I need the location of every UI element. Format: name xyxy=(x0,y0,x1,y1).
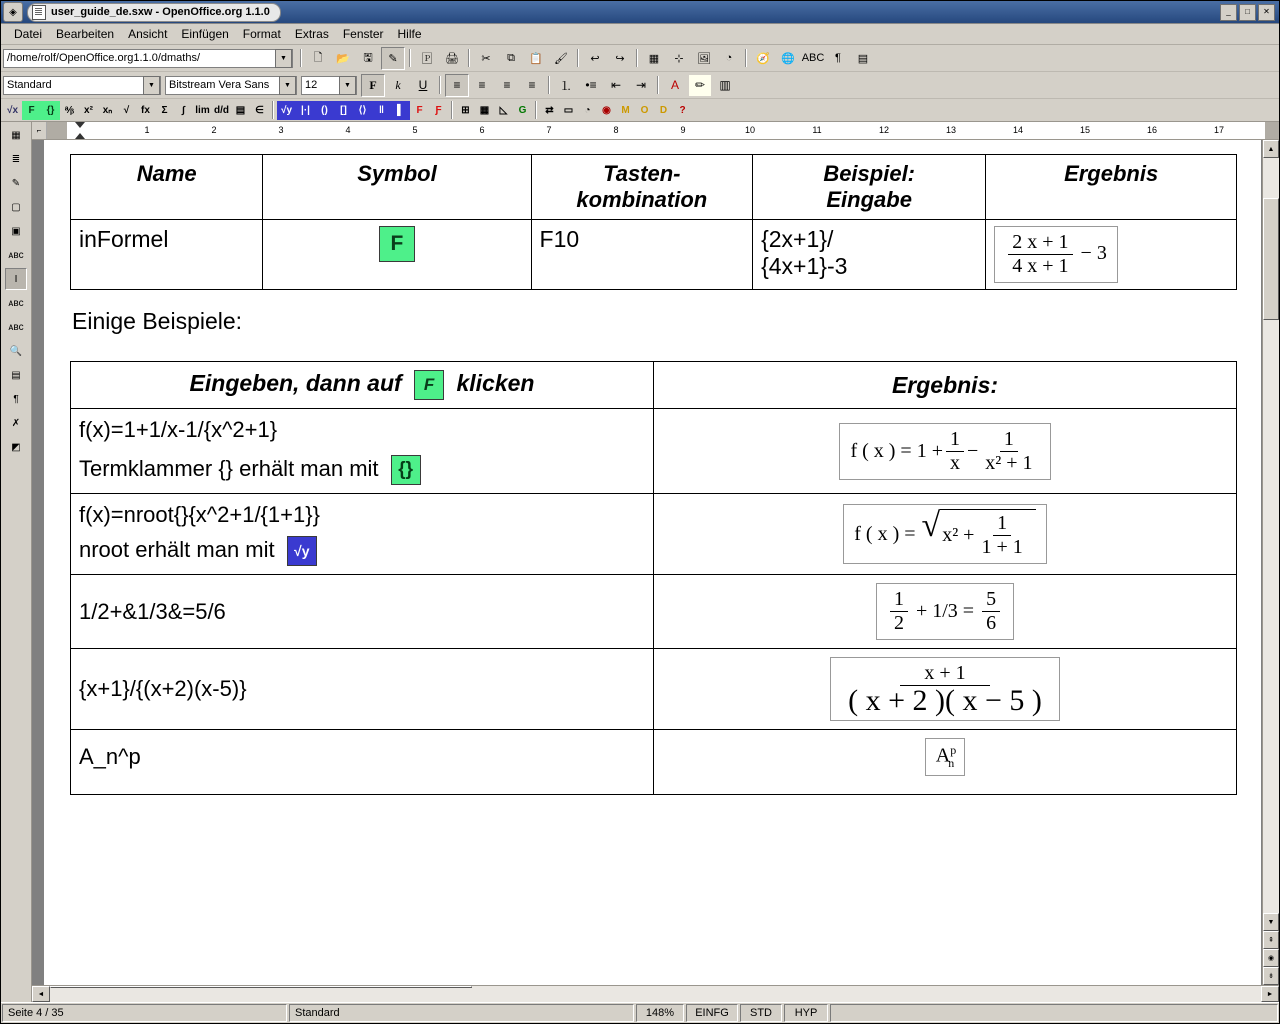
table-math-icon[interactable]: ⊞ xyxy=(461,104,470,116)
insert-object-icon[interactable]: ▣ xyxy=(11,225,21,237)
abs-icon[interactable]: |·| xyxy=(296,101,315,120)
ruler-tick: 2 xyxy=(211,125,217,135)
online-layout-icon[interactable]: ▤ xyxy=(857,52,869,65)
undo-icon[interactable]: ↩ xyxy=(590,52,600,65)
spelling-icon[interactable]: ABC xyxy=(801,52,825,64)
formula-row xyxy=(850,428,1039,475)
cell-symbol xyxy=(263,220,531,290)
result-formula xyxy=(994,226,1118,283)
open-icon[interactable]: 📂 xyxy=(336,52,350,65)
nonprinting-chars-icon[interactable]: ¶ xyxy=(835,52,841,64)
edit-file-icon[interactable]: ✎ xyxy=(381,47,405,70)
ruler-tick: 1 xyxy=(144,125,150,135)
bracket-icon[interactable]: [] xyxy=(334,101,353,120)
insert-table-icon[interactable]: ▦ xyxy=(11,129,21,141)
document-page[interactable] xyxy=(32,140,1262,985)
clone-formatting-icon[interactable]: 🖌 xyxy=(554,52,568,65)
chevron-down-icon[interactable]: ▼ xyxy=(143,76,160,95)
formula-f-icon[interactable]: F xyxy=(22,101,41,120)
menu-item-extras[interactable]: Extras xyxy=(294,27,329,41)
spellcheck-auto-icon[interactable]: ᴀʙᴄ xyxy=(8,249,24,261)
export-pdf-icon[interactable]: 🄿 xyxy=(421,53,433,65)
input-line2 xyxy=(79,536,645,566)
ruler-tick: 16 xyxy=(1146,125,1158,135)
menu-item-hilfe[interactable]: Hilfe xyxy=(397,27,422,41)
fraction-denominator: 2 xyxy=(893,612,904,634)
horizontal-scroll-thumb[interactable] xyxy=(50,986,472,988)
fraction-denominator: 1 + 1 xyxy=(981,536,1023,558)
paren-icon[interactable]: () xyxy=(315,101,334,120)
vertical-scroll-track[interactable] xyxy=(1263,158,1279,913)
fraction xyxy=(844,662,1046,716)
window-menu-button[interactable] xyxy=(3,2,23,22)
result-formula xyxy=(925,738,965,776)
ruler-tick: 15 xyxy=(1079,125,1091,135)
radicand-lhs: x² + xyxy=(942,524,975,546)
align-center-icon[interactable]: ≡ xyxy=(470,74,494,97)
status-bar xyxy=(1,1002,1279,1023)
menu-item-ansicht[interactable]: Ansicht xyxy=(128,27,168,41)
col-header-result: Ergebnis xyxy=(986,155,1237,220)
find-replace-icon[interactable]: 🔍 xyxy=(9,345,23,357)
root-icon: √y xyxy=(287,536,317,566)
minimize-button[interactable]: _ xyxy=(1220,4,1237,21)
print-icon[interactable]: 🖨 xyxy=(445,52,459,65)
result-formula xyxy=(830,657,1060,721)
examples-col-header-result: Ergebnis: xyxy=(654,362,1237,409)
result-formula xyxy=(839,423,1050,480)
fraction-denominator: 4 x + 1 xyxy=(1012,255,1069,277)
window-title xyxy=(27,3,281,22)
fraction-denominator: 6 xyxy=(986,612,997,634)
table-row xyxy=(71,730,1237,795)
table-row xyxy=(71,409,1237,494)
denominator-right-factor: ( x − 5 ) xyxy=(945,684,1042,717)
horizontal-scrollbar[interactable] xyxy=(32,985,1279,1002)
document-path-combo[interactable] xyxy=(3,49,293,68)
mode-d-icon[interactable]: D xyxy=(659,104,668,116)
window-menu-icon: ◈ xyxy=(9,6,17,18)
fraction xyxy=(982,588,1000,635)
bold-button[interactable] xyxy=(361,74,385,97)
fraction-denominator: x² + 1 xyxy=(985,451,1033,474)
cell-result xyxy=(654,730,1237,795)
chevron-down-icon[interactable]: ▼ xyxy=(279,76,296,95)
help-icon[interactable]: ? xyxy=(679,104,686,116)
input-line1: f(x)=1+1/x-1/{x^2+1} xyxy=(79,417,278,442)
result-tail: − 3 xyxy=(1080,242,1107,265)
horizontal-ruler[interactable] xyxy=(32,122,1279,140)
close-button[interactable]: ✕ xyxy=(1258,4,1275,21)
dmaths-icon[interactable]: √x xyxy=(6,104,19,116)
braces-icon[interactable]: {} xyxy=(41,101,60,120)
ruler-tick: 12 xyxy=(878,125,890,135)
maximize-button[interactable]: □ xyxy=(1239,4,1256,21)
shape-icon[interactable]: ▭ xyxy=(563,104,574,116)
fraction-icon[interactable]: ᵃ⁄ᵦ xyxy=(64,104,75,116)
bullet-list-icon[interactable]: •≡ xyxy=(579,74,603,97)
sqrt-icon[interactable]: √ xyxy=(123,104,130,116)
italic-label: k xyxy=(395,77,401,92)
function-icon[interactable]: fx xyxy=(141,104,150,116)
ruler-tick: 5 xyxy=(412,125,418,135)
insert-table-icon[interactable]: ▦ xyxy=(648,52,660,65)
fraction-denominator: x xyxy=(949,451,960,474)
table-row xyxy=(71,220,1237,290)
fraction xyxy=(977,512,1026,559)
menu-item-bearbeiten[interactable]: Bearbeiten xyxy=(56,27,115,41)
ruler-tick: 13 xyxy=(945,125,957,135)
increase-indent-icon[interactable]: ⇥ xyxy=(629,74,653,97)
vertical-scroll-thumb[interactable] xyxy=(1263,198,1279,320)
status-selection-mode[interactable]: STD xyxy=(740,1004,782,1022)
navigator-icon[interactable]: 🧭 xyxy=(756,52,770,65)
table-row xyxy=(71,649,1237,730)
paste-icon[interactable]: 📋 xyxy=(529,52,543,65)
bold-label: F xyxy=(369,77,377,92)
cell-input: 1/2+&1/3&=5/6 xyxy=(71,575,654,649)
binom-icon[interactable]: ‖ xyxy=(372,101,391,120)
result-formula xyxy=(876,583,1014,640)
status-style[interactable]: Standard xyxy=(289,1004,634,1022)
set-icon[interactable]: ∈ xyxy=(255,104,264,116)
fraction-numerator: 1 xyxy=(1000,428,1018,452)
cell-result xyxy=(654,494,1237,575)
ruler-tick: 7 xyxy=(546,125,552,135)
fraction-numerator: 5 xyxy=(982,588,1000,612)
menu-item-format[interactable]: Format xyxy=(242,27,281,41)
thesaurus-icon[interactable]: ᴀʙᴄ xyxy=(8,321,24,333)
document-icon xyxy=(32,5,46,20)
cell-input: A_n^p xyxy=(71,730,654,795)
ruler-tick: 9 xyxy=(680,125,686,135)
fraction-numerator: 1 xyxy=(890,588,908,612)
examples-header-post: klicken xyxy=(456,370,535,397)
title-bar xyxy=(1,1,1279,24)
table-header-row xyxy=(71,155,1237,220)
sqrt-sign-icon: √ xyxy=(921,507,941,544)
font-size-combo[interactable] xyxy=(301,76,357,95)
cell-result xyxy=(654,409,1237,494)
limit-icon[interactable]: lim xyxy=(195,104,210,116)
cell-name: inFormel xyxy=(71,220,263,290)
cell-input xyxy=(753,220,986,290)
insert-section-icon[interactable]: ≣ xyxy=(11,153,21,165)
paragraph-style-value: Standard xyxy=(7,79,52,91)
examples-col-header-input xyxy=(71,362,654,409)
bold-math-icon[interactable]: F xyxy=(416,104,423,116)
cell-input-line1: {2x+1}/ xyxy=(761,226,834,252)
table-row xyxy=(71,494,1237,575)
dmaths-toolbar xyxy=(1,99,1279,122)
insert-frame-icon[interactable]: ▢ xyxy=(11,201,21,213)
workspace xyxy=(1,122,1279,1002)
formula-superscript: p xyxy=(950,743,957,757)
braces-icon: {} xyxy=(391,455,421,485)
ruler-corner: ⌐ xyxy=(32,122,47,139)
font-color-icon[interactable]: A xyxy=(663,74,687,97)
col-header-shortcut xyxy=(531,155,753,220)
align-right-icon[interactable]: ≡ xyxy=(495,74,519,97)
canvas-wrapper xyxy=(32,140,1279,985)
left-indent-marker[interactable] xyxy=(75,133,85,139)
formula-middle: + 1/3 = xyxy=(915,600,975,622)
numbered-list-icon[interactable]: ⒈ xyxy=(554,74,578,97)
spelling-check-icon[interactable]: ᴀʙᴄ xyxy=(8,297,24,309)
underline-label: U xyxy=(418,78,428,92)
status-page: Seite 4 / 35 xyxy=(2,1004,287,1022)
paragraph-style-combo[interactable] xyxy=(3,76,161,95)
col-header-example xyxy=(753,155,986,220)
highlight-tool-icon[interactable]: ◩ xyxy=(11,441,21,453)
scroll-left-button[interactable]: ◄ xyxy=(32,986,50,1002)
grid-math-icon[interactable]: ▦ xyxy=(479,104,490,116)
scroll-down-button[interactable]: ▼ xyxy=(1263,913,1279,931)
input-line1: f(x)=nroot{}{x^2+1/{1+1}} xyxy=(79,502,320,527)
ruler-tick: 6 xyxy=(479,125,485,135)
page-preview-icon[interactable]: ▤ xyxy=(11,369,21,381)
status-zoom[interactable]: 148% xyxy=(636,1004,684,1022)
formula-f-icon: F xyxy=(414,370,444,400)
frak-math-icon[interactable]: Ƒ xyxy=(435,104,442,116)
paragraph-marks-icon[interactable]: ¶ xyxy=(13,393,19,405)
cell-result xyxy=(654,575,1237,649)
col-header-example-line2: Eingabe xyxy=(826,187,912,212)
document-area xyxy=(32,122,1279,1002)
chevron-down-icon[interactable]: ▼ xyxy=(339,76,356,95)
format-toolbar xyxy=(1,72,1279,99)
sum-icon[interactable]: Σ xyxy=(161,104,168,116)
denominator-left-factor: ( x + 2 ) xyxy=(848,684,945,717)
vector-icon[interactable]: ▌ xyxy=(391,101,410,120)
examples-table xyxy=(70,361,1237,795)
input-line2 xyxy=(79,455,645,485)
ruler-tick: 17 xyxy=(1213,125,1225,135)
square-root xyxy=(922,509,1036,559)
status-insert-mode[interactable]: EINFG xyxy=(686,1004,738,1022)
integral-icon[interactable]: ∫ xyxy=(182,104,185,116)
index-icon[interactable]: xₙ xyxy=(102,104,113,116)
scroll-right-button[interactable]: ► xyxy=(1261,986,1279,1002)
input-line2-text: Termklammer {} erhält man mit xyxy=(79,455,379,481)
fraction xyxy=(981,428,1036,475)
menu-bar xyxy=(1,24,1279,45)
shortcut-table xyxy=(70,154,1237,290)
copy-icon[interactable]: ⧉ xyxy=(507,51,515,64)
angle-icon[interactable]: ⟨⟩ xyxy=(353,101,372,120)
col-header-shortcut-line1: Tasten- xyxy=(603,161,681,186)
paragraph-einige-beispiele: Einige Beispiele: xyxy=(72,308,243,334)
main-toolbar xyxy=(1,45,1279,72)
examples-header-row xyxy=(71,362,1237,409)
ruler-tick: 10 xyxy=(744,125,756,135)
vertical-scrollbar[interactable] xyxy=(1262,140,1279,985)
geometry-icon[interactable]: ◺ xyxy=(499,104,508,116)
chart-icon[interactable]: ◔ xyxy=(584,104,591,116)
ruler-scale[interactable] xyxy=(47,122,1279,139)
font-name-combo[interactable] xyxy=(165,76,297,95)
input-line2-text: nroot erhält man mit xyxy=(79,536,275,562)
menu-item-einfuegen[interactable]: Einfügen xyxy=(181,27,229,41)
arrow-icon[interactable]: ⇄ xyxy=(545,104,554,116)
fraction xyxy=(890,588,908,635)
save-icon[interactable]: 🖫 xyxy=(363,51,373,64)
highlight-icon[interactable]: ✏ xyxy=(688,74,712,97)
cut-icon[interactable]: ✂ xyxy=(481,52,491,65)
underline-button[interactable] xyxy=(411,74,435,97)
measure-icon[interactable]: ◉ xyxy=(602,104,611,116)
insert-image-icon[interactable]: 🖼 xyxy=(697,52,711,65)
menu-item-fenster[interactable]: Fenster xyxy=(342,27,384,41)
fraction xyxy=(946,428,964,475)
left-toolbar xyxy=(1,122,32,1002)
status-extra xyxy=(830,1004,1278,1022)
font-size-value: 12 xyxy=(305,79,318,91)
background-color-icon[interactable]: ▥ xyxy=(713,74,737,97)
align-justify-icon[interactable]: ≡ xyxy=(520,74,544,97)
root-icon[interactable]: √y xyxy=(277,101,296,120)
fraction xyxy=(1008,231,1072,278)
formula-operator: − xyxy=(966,439,979,462)
exponent-icon[interactable]: x² xyxy=(84,104,93,116)
align-left-icon[interactable]: ≡ xyxy=(445,74,469,97)
result-formula xyxy=(843,504,1047,564)
ruler-tick: 11 xyxy=(812,125,822,135)
formula-lhs: f ( x ) = 1 + xyxy=(850,439,943,462)
fraction-numerator: 1 xyxy=(993,512,1011,536)
formula-row xyxy=(887,588,1003,635)
fraction-denominator xyxy=(844,686,1046,716)
col-header-example-line1: Beispiel: xyxy=(823,161,916,186)
remove-format-icon[interactable]: ✗ xyxy=(11,417,21,429)
ruler-tick: 14 xyxy=(1012,125,1024,135)
col-header-shortcut-line2: kombination xyxy=(576,187,708,212)
gallery-icon[interactable]: ◔ xyxy=(725,52,733,64)
cell-input xyxy=(71,409,654,494)
graph-icon[interactable]: G xyxy=(518,104,527,116)
hyperlink-icon[interactable]: 🌐 xyxy=(781,52,795,65)
window-title-text: user_guide_de.sxw - OpenOffice.org 1.1.0 xyxy=(51,6,270,18)
matrix-icon[interactable]: ▤ xyxy=(235,104,246,116)
text-cursor-icon[interactable]: I xyxy=(5,268,27,290)
scroll-up-button[interactable]: ▲ xyxy=(1263,140,1279,158)
italic-button[interactable] xyxy=(386,74,410,97)
insert-draw-icon[interactable]: ✎ xyxy=(11,177,21,189)
mode-o-icon[interactable]: O xyxy=(640,104,649,116)
font-name-value: Bitstream Vera Sans xyxy=(169,79,270,91)
cell-shortcut: F10 xyxy=(531,220,753,290)
chevron-down-icon[interactable]: ▼ xyxy=(275,49,292,68)
formula-row xyxy=(854,509,1036,559)
formula-base: A xyxy=(935,744,951,767)
examples-header-pre: Eingeben, dann auf xyxy=(189,370,402,397)
formula-f-icon: F xyxy=(379,226,415,262)
cell-result xyxy=(654,649,1237,730)
fraction-numerator: 1 xyxy=(946,428,964,452)
horizontal-scroll-track[interactable] xyxy=(50,986,1261,1002)
mode-m-icon[interactable]: M xyxy=(621,104,630,116)
cell-input xyxy=(71,494,654,575)
redo-icon[interactable]: ↪ xyxy=(615,52,625,65)
menu-item-datei[interactable]: Datei xyxy=(14,27,43,41)
col-header-symbol: Symbol xyxy=(263,155,531,220)
cell-input: {x+1}/{(x+2)(x-5)} xyxy=(71,649,654,730)
derivative-icon[interactable]: d/d xyxy=(214,104,229,116)
navigation-button[interactable]: ◉ xyxy=(1263,949,1279,967)
ruler-tick: 4 xyxy=(345,125,351,135)
decrease-indent-icon[interactable]: ⇤ xyxy=(604,74,628,97)
new-doc-icon[interactable]: 🗋 xyxy=(313,51,323,64)
cell-input-line2: {4x+1}-3 xyxy=(761,253,848,279)
fraction-numerator: x + 1 xyxy=(900,662,989,686)
fraction-numerator: 2 x + 1 xyxy=(1008,231,1072,255)
table-row xyxy=(71,575,1237,649)
document-path-value: /home/rolf/OpenOffice.org1.1.0/dmaths/ xyxy=(7,52,201,64)
col-header-name: Name xyxy=(71,155,263,220)
formula-lhs: f ( x ) = xyxy=(854,522,916,545)
previous-page-button[interactable]: ⇞ xyxy=(1263,931,1279,949)
insert-field-icon[interactable]: ⊹ xyxy=(674,52,684,65)
next-page-button[interactable]: ⇟ xyxy=(1263,967,1279,985)
status-hyphenation[interactable]: HYP xyxy=(784,1004,828,1022)
radicand xyxy=(940,509,1036,559)
formula-subscript: n xyxy=(948,755,955,770)
cell-result xyxy=(986,220,1237,290)
ruler-tick: 8 xyxy=(613,125,619,135)
first-line-indent-marker[interactable] xyxy=(75,122,85,128)
ruler-tick: 3 xyxy=(278,125,284,135)
